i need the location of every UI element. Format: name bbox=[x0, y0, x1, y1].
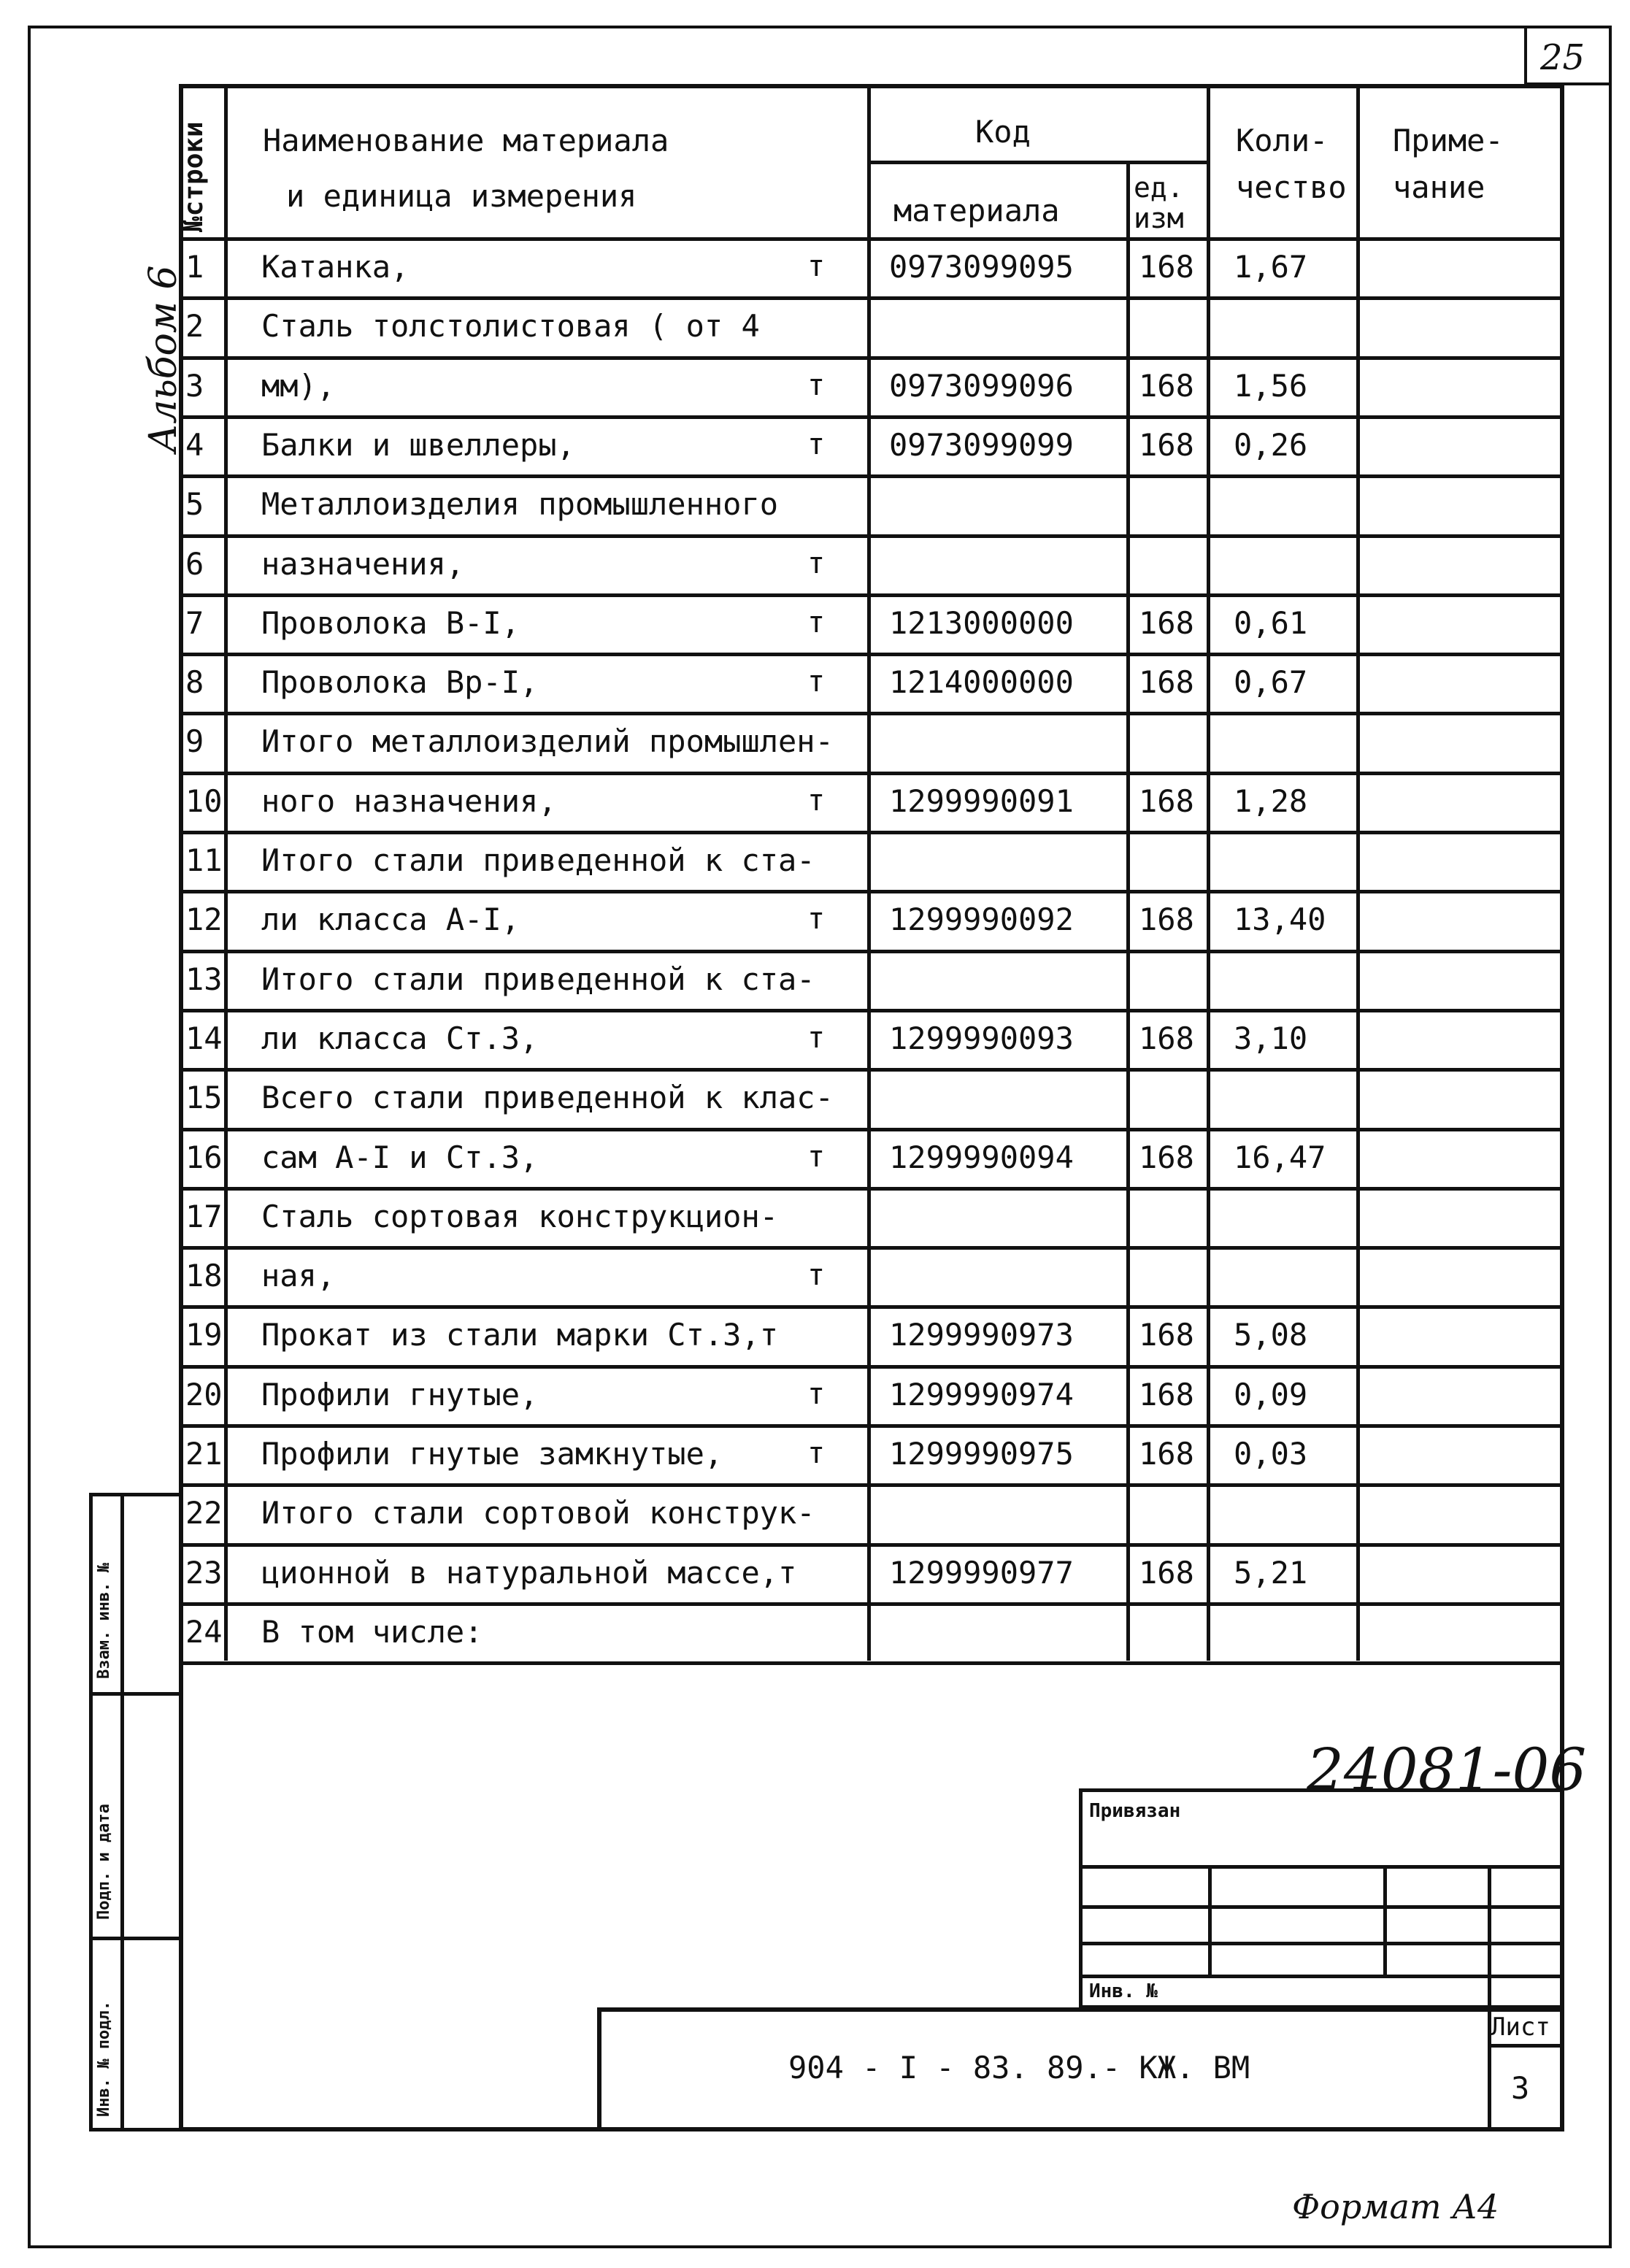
row-number: 1 bbox=[185, 249, 204, 285]
row-number: 21 bbox=[185, 1436, 223, 1472]
table-row bbox=[0, 1068, 1630, 1127]
material-code: 1299990977 bbox=[889, 1555, 1074, 1591]
row-number: 10 bbox=[185, 783, 223, 819]
header-qty-2: чество bbox=[1236, 169, 1347, 205]
quantity: 1,28 bbox=[1234, 783, 1308, 819]
linked-line-1 bbox=[1079, 1865, 1564, 1869]
table-row bbox=[0, 1128, 1630, 1187]
row-number: 15 bbox=[185, 1080, 223, 1115]
row-number: 13 bbox=[185, 961, 223, 997]
quantity: 13,40 bbox=[1234, 902, 1326, 937]
material-code: 1299990974 bbox=[889, 1377, 1074, 1412]
side-label-replace-inv: Взам. инв. № bbox=[95, 1563, 113, 1679]
quantity: 0,03 bbox=[1234, 1436, 1308, 1472]
table-row bbox=[0, 1424, 1630, 1483]
header-note-2: чание bbox=[1393, 169, 1485, 205]
material-name: Балки и швеллеры, bbox=[261, 427, 575, 463]
material-code: 1299990973 bbox=[889, 1317, 1074, 1353]
unit-code: 168 bbox=[1139, 1139, 1194, 1175]
row-number: 11 bbox=[185, 842, 223, 878]
quantity: 16,47 bbox=[1234, 1139, 1326, 1175]
row-number: 23 bbox=[185, 1555, 223, 1591]
material-name: Проволока В-I, bbox=[261, 605, 520, 641]
linked-line-4 bbox=[1079, 1975, 1564, 1978]
quantity: 3,10 bbox=[1234, 1020, 1308, 1056]
inv-no-label: Инв. № bbox=[1089, 1980, 1158, 2002]
side-stamp-divider bbox=[120, 1493, 124, 2131]
material-name: сам A-I и Ст.3, bbox=[261, 1139, 539, 1175]
material-name: В том числе: bbox=[261, 1614, 483, 1650]
row-number: 6 bbox=[185, 546, 204, 582]
unit-code: 168 bbox=[1139, 368, 1194, 404]
material-name: ли класса Ст.3, bbox=[261, 1020, 539, 1056]
material-name: Профили гнутые, bbox=[261, 1377, 539, 1412]
table-row bbox=[0, 772, 1630, 831]
table-row bbox=[0, 296, 1630, 355]
table-row bbox=[0, 593, 1630, 653]
quantity: 1,67 bbox=[1234, 249, 1308, 285]
material-unit: т bbox=[807, 902, 826, 936]
side-label-sign-date: Подп. и дата bbox=[95, 1804, 113, 1920]
material-name: Итого стали сортовой конструк- bbox=[261, 1495, 815, 1531]
header-row-no: №строки bbox=[179, 121, 209, 232]
code-subheader-line bbox=[867, 161, 1210, 164]
material-code: 0973099096 bbox=[889, 368, 1074, 404]
table-row bbox=[0, 1483, 1630, 1542]
table-row bbox=[0, 890, 1630, 949]
row-number: 14 bbox=[185, 1020, 223, 1056]
unit-code: 168 bbox=[1139, 1317, 1194, 1353]
material-name: Катанка, bbox=[261, 249, 410, 285]
table-row bbox=[0, 950, 1630, 1009]
row-number: 9 bbox=[185, 723, 204, 759]
row-number: 20 bbox=[185, 1377, 223, 1412]
unit-code: 168 bbox=[1139, 249, 1194, 285]
table-row bbox=[0, 1009, 1630, 1068]
material-name: Прокат из стали марки Ст.3,т bbox=[261, 1317, 779, 1353]
material-name: ная, bbox=[261, 1258, 336, 1293]
material-name: Профили гнутые замкнутые, bbox=[261, 1436, 723, 1472]
material-name: мм), bbox=[261, 368, 336, 404]
material-unit: т bbox=[807, 1377, 826, 1411]
album-note: Альбом 6 bbox=[142, 265, 185, 453]
unit-code: 168 bbox=[1139, 1436, 1194, 1472]
material-code: 1299990093 bbox=[889, 1020, 1074, 1056]
format-note: Формат А4 bbox=[1292, 2187, 1499, 2226]
material-code: 1299990092 bbox=[889, 902, 1074, 937]
table-row bbox=[0, 356, 1630, 415]
table-row bbox=[0, 237, 1630, 296]
table-row bbox=[0, 1543, 1630, 1602]
material-name: Итого стали приведенной к ста- bbox=[261, 961, 815, 997]
row-number: 5 bbox=[185, 486, 204, 522]
material-code: 1299990094 bbox=[889, 1139, 1074, 1175]
row-number: 18 bbox=[185, 1258, 223, 1293]
material-unit: т bbox=[807, 250, 826, 283]
material-unit: т bbox=[807, 665, 826, 699]
material-code: 0973099099 bbox=[889, 427, 1074, 463]
table-row bbox=[0, 415, 1630, 474]
table-row bbox=[0, 1602, 1630, 1661]
material-unit: т bbox=[807, 1021, 826, 1055]
header-note-1: Приме- bbox=[1393, 123, 1504, 158]
header-code-unit-2: изм bbox=[1134, 202, 1184, 234]
table-row bbox=[0, 831, 1630, 890]
material-name: Сталь толстолистовая ( от 4 bbox=[261, 308, 760, 344]
quantity: 5,08 bbox=[1234, 1317, 1308, 1353]
quantity: 0,67 bbox=[1234, 664, 1308, 700]
quantity: 0,09 bbox=[1234, 1377, 1308, 1412]
linked-label: Привязан bbox=[1089, 1800, 1181, 1822]
table-row bbox=[0, 712, 1630, 771]
header-code: Код bbox=[975, 114, 1031, 150]
row-number: 7 bbox=[185, 605, 204, 641]
material-name: Всего стали приведенной к клас- bbox=[261, 1080, 834, 1115]
row-number: 8 bbox=[185, 664, 204, 700]
linked-vline-1 bbox=[1208, 1865, 1212, 1975]
material-name: Итого металлоизделий промышлен- bbox=[261, 723, 834, 759]
material-code: 0973099095 bbox=[889, 249, 1074, 285]
table-row bbox=[0, 1305, 1630, 1364]
linked-vline-3 bbox=[1488, 1865, 1491, 2007]
material-unit: т bbox=[807, 1140, 826, 1174]
material-unit: т bbox=[807, 547, 826, 580]
row-number: 3 bbox=[185, 368, 204, 404]
unit-code: 168 bbox=[1139, 605, 1194, 641]
page-number: 25 bbox=[1540, 37, 1585, 78]
table-row bbox=[0, 534, 1630, 593]
row-number: 19 bbox=[185, 1317, 223, 1353]
sheet-label: Лист bbox=[1491, 2013, 1550, 2042]
linked-line-2 bbox=[1079, 1905, 1564, 1909]
row-number: 12 bbox=[185, 902, 223, 937]
unit-code: 168 bbox=[1139, 1020, 1194, 1056]
unit-code: 168 bbox=[1139, 664, 1194, 700]
row-number: 24 bbox=[185, 1614, 223, 1650]
row-number: 16 bbox=[185, 1139, 223, 1175]
material-unit: т bbox=[807, 369, 826, 402]
handwritten-number: 24081-06 bbox=[1307, 1736, 1587, 1804]
unit-code: 168 bbox=[1139, 783, 1194, 819]
material-name: ционной в натуральной массе,т bbox=[261, 1555, 797, 1591]
material-name: Итого стали приведенной к ста- bbox=[261, 842, 815, 878]
header-name-line2: и единица измерения bbox=[286, 178, 637, 214]
unit-code: 168 bbox=[1139, 1555, 1194, 1591]
table-row bbox=[0, 1187, 1630, 1246]
unit-code: 168 bbox=[1139, 1377, 1194, 1412]
row-line bbox=[179, 1661, 1564, 1665]
table-row bbox=[0, 474, 1630, 534]
quantity: 1,56 bbox=[1234, 368, 1308, 404]
side-stamp-line-2 bbox=[89, 1937, 182, 1940]
drawing-designation: 904 - I - 83. 89.- КЖ. ВМ bbox=[788, 2050, 1250, 2086]
header-code-unit-1: ед. bbox=[1134, 172, 1184, 204]
table-row bbox=[0, 1246, 1630, 1305]
material-name: Проволока Вр-I, bbox=[261, 664, 539, 700]
material-unit: т bbox=[807, 1258, 826, 1292]
material-name: ного назначения, bbox=[261, 783, 557, 819]
sheet-number: 3 bbox=[1511, 2070, 1530, 2106]
material-name: назначения, bbox=[261, 546, 465, 582]
material-code: 1214000000 bbox=[889, 664, 1074, 700]
side-label-inv-orig: Инв. № подл. bbox=[95, 2001, 113, 2117]
unit-code: 168 bbox=[1139, 427, 1194, 463]
table-row bbox=[0, 1365, 1630, 1424]
header-code-material: материала bbox=[893, 193, 1060, 228]
material-unit: т bbox=[807, 1437, 826, 1470]
material-code: 1299990975 bbox=[889, 1436, 1074, 1472]
material-code: 1213000000 bbox=[889, 605, 1074, 641]
linked-line-3 bbox=[1079, 1942, 1564, 1945]
header-name-line1: Наименование материала bbox=[263, 123, 669, 158]
material-unit: т bbox=[807, 428, 826, 461]
header-qty-1: Коли- bbox=[1236, 123, 1329, 158]
row-number: 4 bbox=[185, 427, 204, 463]
material-name: Сталь сортовая конструкцион- bbox=[261, 1199, 779, 1234]
material-unit: т bbox=[807, 606, 826, 639]
row-number: 17 bbox=[185, 1199, 223, 1234]
table-row bbox=[0, 653, 1630, 712]
material-unit: т bbox=[807, 784, 826, 818]
quantity: 5,21 bbox=[1234, 1555, 1308, 1591]
quantity: 0,61 bbox=[1234, 605, 1308, 641]
row-number: 22 bbox=[185, 1495, 223, 1531]
material-name: Металлоизделия промышленного bbox=[261, 486, 779, 522]
quantity: 0,26 bbox=[1234, 427, 1308, 463]
sheet-label-line bbox=[1488, 2044, 1564, 2048]
unit-code: 168 bbox=[1139, 902, 1194, 937]
material-name: ли класса A-I, bbox=[261, 902, 520, 937]
side-stamp-line-1 bbox=[89, 1692, 182, 1696]
linked-vline-2 bbox=[1383, 1865, 1387, 1975]
material-code: 1299990091 bbox=[889, 783, 1074, 819]
row-number: 2 bbox=[185, 308, 204, 344]
